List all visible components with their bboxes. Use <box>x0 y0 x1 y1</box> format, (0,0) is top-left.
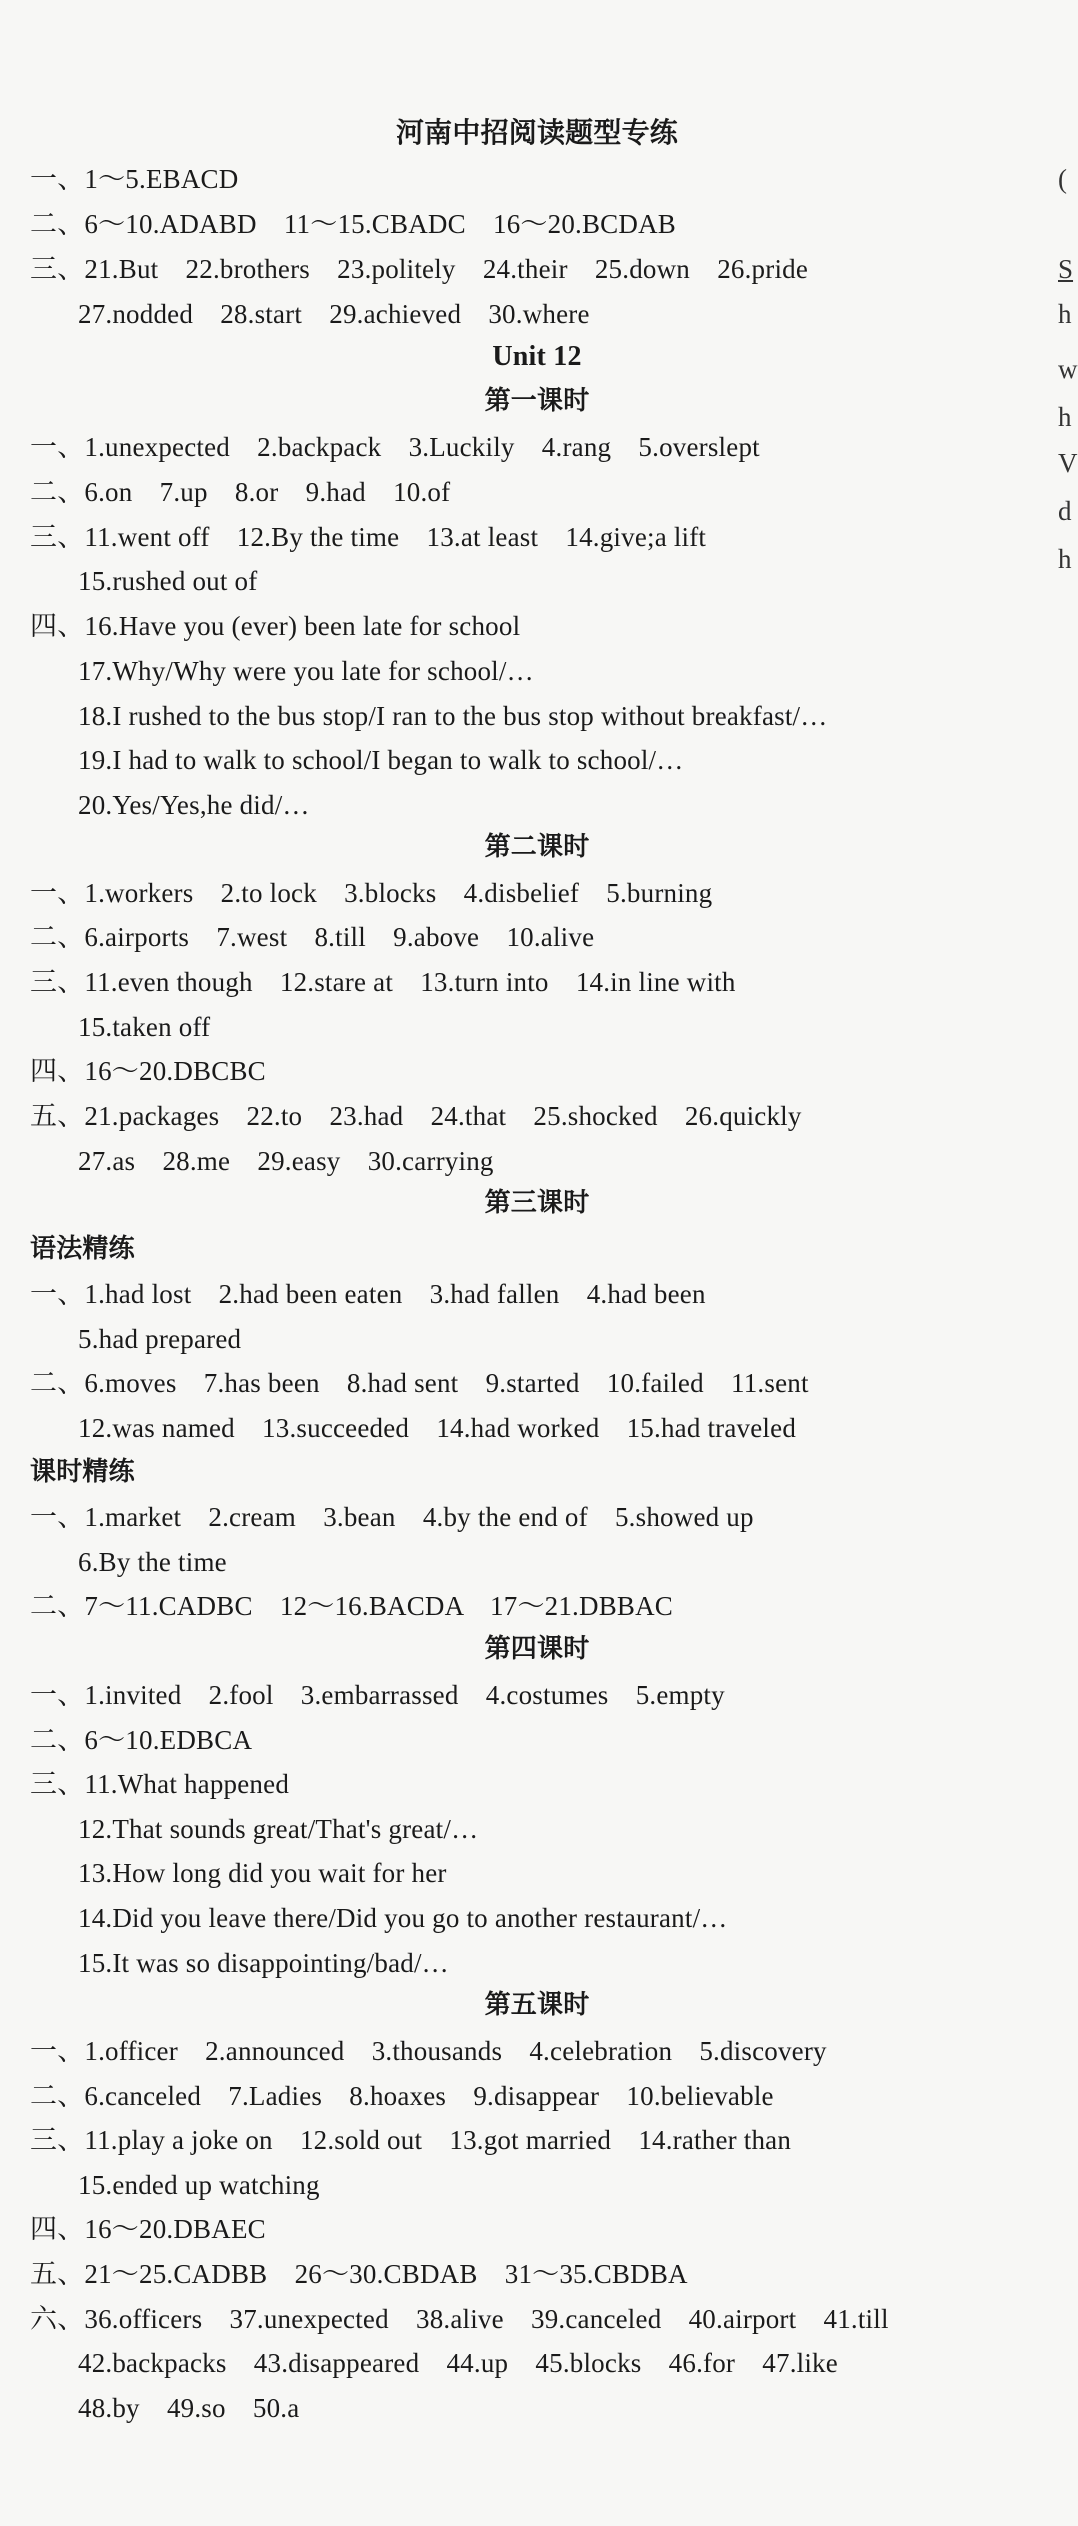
page-title: 河南中招阅读题型专练 <box>395 116 678 149</box>
answer-line: 一、1～5.EBACD <box>30 164 239 194</box>
next-page-edge-char: V <box>1058 448 1078 478</box>
lesson-heading: 第四课时 <box>484 1634 590 1664</box>
answer-line: 48.by 49.so 50.a <box>78 2393 300 2423</box>
answer-line: 一、1.market 2.cream 3.bean 4.by the end of 5.showed up <box>30 1502 754 1532</box>
answer-line: 四、16～20.DBCBC <box>30 1056 266 1086</box>
answer-line: 二、6.airports 7.west 8.till 9.above 10.alive <box>30 922 595 952</box>
answer-line: 一、1.had lost 2.had been eaten 3.had fallen 4.had been <box>30 1279 706 1309</box>
answer-line: 六、36.officers 37.unexpected 38.alive 39.canceled 40.airport 41.till <box>30 2304 889 2334</box>
answer-line: 15.It was so disappointing/bad/… <box>78 1948 449 1978</box>
answer-line: 15.rushed out of <box>78 566 258 596</box>
section-heading: 语法精练 <box>30 1234 135 1264</box>
lesson-heading: 第三课时 <box>484 1188 590 1218</box>
answer-line: 15.ended up watching <box>78 2170 320 2200</box>
section-heading: 课时精练 <box>30 1457 135 1487</box>
next-page-edge-char: h <box>1058 544 1072 574</box>
answer-line: 二、6.moves 7.has been 8.had sent 9.started 10.failed 11.sent <box>30 1368 809 1398</box>
answer-line: 42.backpacks 43.disappeared 44.up 45.blocks 46.for 47.like <box>78 2348 838 2378</box>
answer-line: 二、6.on 7.up 8.or 9.had 10.of <box>30 477 451 507</box>
next-page-edge-char: ( <box>1058 164 1067 194</box>
answer-line: 三、11.play a joke on 12.sold out 13.got married 14.rather than <box>30 2125 792 2155</box>
answer-line: 27.nodded 28.start 29.achieved 30.where <box>78 299 590 329</box>
next-page-edge-char: h <box>1058 402 1072 432</box>
answer-line: 三、11.What happened <box>30 1769 290 1799</box>
lesson-heading: 第一课时 <box>484 386 590 416</box>
answer-line: 一、1.officer 2.announced 3.thousands 4.celebration 5.discovery <box>30 2036 827 2066</box>
answer-line: 二、6～10.EDBCA <box>30 1725 253 1755</box>
next-page-edge-char: d <box>1058 496 1072 526</box>
answer-line: 三、21.But 22.brothers 23.politely 24.their 25.down 26.pride <box>30 254 809 284</box>
answer-line: 五、21～25.CADBB 26～30.CBDAB 31～35.CBDBA <box>30 2259 688 2289</box>
next-page-edge-char: S <box>1058 254 1074 284</box>
answer-line: 12.was named 13.succeeded 14.had worked 15.had traveled <box>78 1413 797 1443</box>
answer-line: 19.I had to walk to school/I began to walk to school/… <box>78 745 684 775</box>
answer-line: 一、1.unexpected 2.backpack 3.Luckily 4.rang 5.overslept <box>30 432 760 462</box>
unit-title: Unit 12 <box>492 341 582 372</box>
answer-line: 五、21.packages 22.to 23.had 24.that 25.shocked 26.quickly <box>30 1101 802 1131</box>
lesson-heading: 第二课时 <box>484 832 590 862</box>
answer-line: 四、16～20.DBAEC <box>30 2214 266 2244</box>
answer-line: 15.taken off <box>78 1012 211 1042</box>
answer-line: 17.Why/Why were you late for school/… <box>78 656 534 686</box>
answer-line: 四、16.Have you (ever) been late for school <box>30 611 521 641</box>
answer-line: 一、1.invited 2.fool 3.embarrassed 4.costumes 5.empty <box>30 1680 725 1710</box>
answer-line: 三、11.went off 12.By the time 13.at least 14.give;a lift <box>30 522 707 552</box>
answer-line: 6.By the time <box>78 1547 227 1577</box>
answer-line: 二、6.canceled 7.Ladies 8.hoaxes 9.disappear 10.believable <box>30 2081 774 2111</box>
answer-line: 5.had prepared <box>78 1324 242 1354</box>
next-page-edge-char: w <box>1058 354 1078 384</box>
answer-line: 20.Yes/Yes,he did/… <box>78 790 310 820</box>
answer-line: 13.How long did you wait for her <box>78 1858 447 1888</box>
answer-line: 三、11.even though 12.stare at 13.turn into 14.in line with <box>30 967 736 997</box>
answer-line: 一、1.workers 2.to lock 3.blocks 4.disbelief 5.burning <box>30 878 713 908</box>
answer-line: 14.Did you leave there/Did you go to another restaurant/… <box>78 1903 728 1933</box>
answer-line: 二、7～11.CADBC 12～16.BACDA 17～21.DBBAC <box>30 1591 674 1621</box>
answer-line: 12.That sounds great/That's great/… <box>78 1814 479 1844</box>
answer-line: 二、6～10.ADABD 11～15.CBADC 16～20.BCDAB <box>30 209 676 239</box>
lesson-heading: 第五课时 <box>484 1990 590 2020</box>
next-page-edge-char: h <box>1058 299 1072 329</box>
answer-line: 27.as 28.me 29.easy 30.carrying <box>78 1146 494 1176</box>
answer-line: 18.I rushed to the bus stop/I ran to the bus stop without breakfast/… <box>78 701 828 731</box>
